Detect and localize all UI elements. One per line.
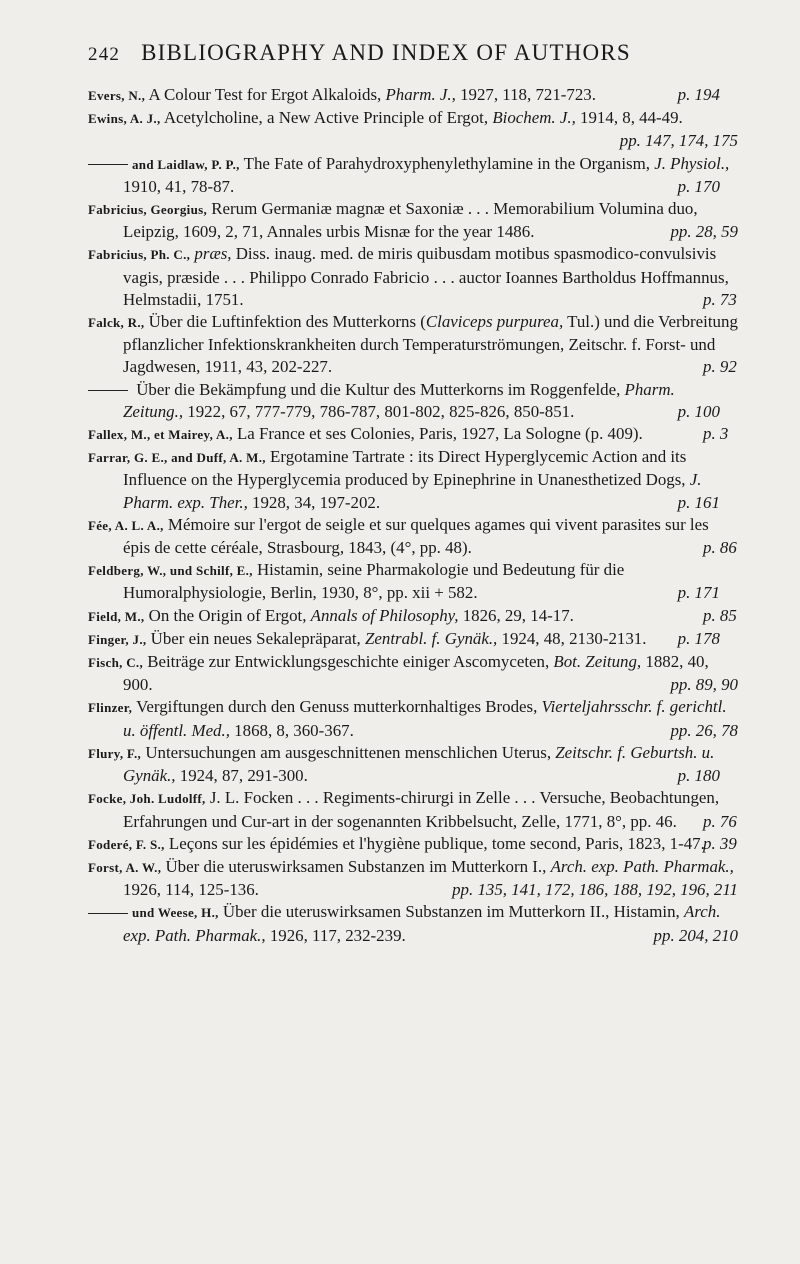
bibliography-entry (88, 446, 738, 514)
entry-author: Feldberg, W., und Schilf, E., (88, 563, 253, 579)
entry-details: 1882, 40, 900. (123, 652, 709, 695)
entry-details: 1910, 41, 78-87. (123, 176, 235, 196)
bibliography-entry (88, 651, 738, 696)
entry-page-refs: p. 161 (677, 492, 720, 512)
entry-page-refs: pp. 89, 90 (670, 675, 738, 695)
entry-page-refs: pp. 135, 141, 172, 186, 188, 192, 196, 211 (452, 880, 738, 900)
entry-journal: J. Pharm. exp. Ther., (123, 470, 702, 512)
entry-journal: Pharm. J., (385, 85, 456, 104)
entry-details: 1868, 8, 360-367. (229, 720, 354, 740)
bibliography-list (88, 84, 738, 947)
bibliography-entry (88, 901, 738, 946)
entry-details: Diss. inaug. med. de miris quibusdam motibus spasmodico-convulsivis vagis, præside . . . Philippo Conrado Fabricio . . . auctor Ioannes Bartholdus Hoffmannus, Helmstadii, 1751. (123, 244, 729, 309)
page-number: 242 (88, 44, 121, 65)
entry-page-refs: p. 178 (677, 628, 720, 648)
entry-author: Ewins, A. J., (88, 111, 161, 127)
entry-details: Tul.) und die Verbreitung pflanzlicher Infektionskrankheiten durch Temperaturströmungen, Zeitschr. f. Forst- und Jagdwesen, 1911, 43, 202-227. (123, 312, 738, 377)
entry-title: Untersuchungen am ausgeschnittenen menschlichen Uterus, (141, 742, 556, 762)
entry-page-refs: pp. 26, 78 (670, 720, 738, 740)
entry-journal: Arch. exp. Path. Pharmak., (550, 856, 734, 876)
entry-author: Flury, F., (88, 745, 142, 761)
bibliography-entry (88, 84, 738, 107)
entry-journal: Vierteljahrsschr. f. gerichtl. u. öffentl. Med., (123, 697, 727, 740)
bibliography-entry (88, 198, 738, 243)
entry-journal: Annals of Philosophy, (310, 605, 459, 625)
page-title: BIBLIOGRAPHY AND INDEX OF AUTHORS (141, 40, 631, 65)
bibliography-entry (88, 379, 738, 423)
entry-title: Vergiftungen durch den Genuss mutterkornhaltiges Brodes, (132, 697, 542, 717)
entry-page-refs: p. 171 (677, 583, 720, 603)
entry-page-refs: pp. 204, 210 (653, 925, 738, 945)
entry-title: Über die Luftinfektion des Mutterkorns ( (144, 312, 426, 332)
entry-title: Über die uteruswirksamen Substanzen im Mutterkorn I., (161, 856, 551, 876)
page-header (88, 40, 738, 66)
entry-title: Acetylcholine, a New Active Principle of Ergot, (160, 108, 493, 128)
bibliography-entry (88, 628, 738, 651)
entry-page-refs: p. 180 (677, 766, 720, 786)
entry-author: Fallex, M., et Mairey, A., (88, 427, 233, 443)
bibliography-entry (88, 856, 738, 901)
entry-author: Farrar, G. E., and Duff, A. M., (88, 450, 266, 466)
entry-journal: J. Physiol., (654, 153, 730, 173)
entry-title: Über die uteruswirksamen Substanzen im Mutterkorn II., Histamin, (218, 902, 685, 922)
entry-title: Ergotamine Tartrate : its Direct Hyperglycemic Action and its Influence on the Hyperglycemia produced by Epinephrine in Unanesthetized Dogs, (123, 447, 690, 490)
entry-author: Forst, A. W., (88, 859, 162, 875)
entry-title: Über ein neues Sekalepräparat, (146, 628, 365, 648)
entry-journal: Zeitschr. f. Geburtsh. u. Gynäk., (123, 742, 715, 786)
bibliography-entry: Field, M., On the Origin of Ergot, Annals of Philosophy, 1826, 29, 14-17. p. 85 (88, 605, 737, 625)
entry-author: Flinzer, (88, 700, 133, 716)
entry-author: Fabricius, Ph. C., (88, 247, 191, 263)
entry-page-refs: p. 194 (677, 85, 720, 104)
bibliography-entry: Fée, A. L. A., Mémoire sur l'ergot de seigle et sur quelques agames qui vivent parasites sur les épis de cette céréale, Strasbourg, 1843, (4°, pp. 48). p. 86 (88, 514, 737, 558)
entry-title: Rerum Germaniæ magnæ et Saxoniæ . . . Memorabilium Volumina duo, Leipzig, 1609, 2, 71, Annales urbis Misnæ for the year 1486. (123, 199, 698, 242)
entry-title: Mémoire sur l'ergot de seigle et sur quelques agames qui vivent parasites sur les épis de cette céréale, Strasbourg, 1843, (4°, pp. 48). (123, 514, 709, 558)
bibliography-entry: Fabricius, Ph. C., præs, Diss. inaug. med. de miris quibusdam motibus spasmodico-convulsivis vagis, præside . . . Philippo Conrado Fabricio . . . auctor Ioannes Bartholdus Hoffmannus, Helmstadii, 1751. p. 73 (88, 244, 737, 309)
entry-author: Fée, A. L. A., (88, 517, 164, 533)
entry-journal: Zentrabl. f. Gynäk., (364, 628, 498, 648)
entry-author: Focke, Joh. Ludolff, (88, 791, 206, 807)
entry-title: The Fate of Parahydroxyphenylethylamine in the Organism, (239, 153, 655, 173)
entry-title: Über die Bekämpfung und die Kultur des Mutterkorns im Roggenfelde, (132, 379, 625, 399)
entry-author: Finger, J., (88, 631, 147, 647)
entry-details: 1914, 8, 44-49. (575, 108, 683, 128)
entry-journal: Arch. exp. Path. Pharmak., (123, 902, 721, 945)
entry-title: La France et ses Colonies, Paris, 1927, La Sologne (p. 409). (232, 424, 643, 444)
entry-journal: Biochem. J., (492, 108, 576, 128)
entry-title: Beiträge zur Entwicklungsgeschichte einiger Ascomyceten, (143, 652, 554, 672)
ditto-dash (88, 390, 128, 391)
entry-title: Histamin, seine Pharmakologie und Bedeutung für die Humoralphysiologie, Berlin, 1930, 8°, pp. xii + 582. (123, 560, 625, 603)
entry-author: and Laidlaw, P. P., (132, 156, 240, 172)
entry-page-refs: pp. 28, 59 (670, 222, 738, 242)
entry-title: On the Origin of Ergot, (144, 605, 311, 625)
entry-journal: præs, (194, 244, 232, 264)
entry-author: Foderé, F. S., (88, 836, 165, 852)
entry-journal: Pharm. Zeitung., (123, 379, 675, 421)
bibliography-entry (88, 696, 738, 741)
entry-title: A Colour Test for Ergot Alkaloids, (145, 85, 386, 104)
entry-details: 1922, 67, 777-779, 786-787, 801-802, 825-826, 850-851. (183, 401, 575, 421)
entry-author: Field, M., (88, 608, 145, 624)
entry-details: 1927, 118, 721-723. (455, 85, 596, 104)
bibliography-entry: Foderé, F. S., Leçons sur les épidémies et l'hygiène publique, tome second, Paris, 1823, 1-47. p. 39 (88, 833, 737, 853)
entry-journal: Bot. Zeitung, (553, 652, 642, 672)
entry-author: und Weese, H., (132, 905, 219, 921)
ditto-dash (88, 913, 128, 914)
entry-journal: Claviceps purpurea, (425, 312, 564, 332)
entry-page-refs: pp. 147, 174, 175 (619, 131, 738, 151)
bibliography-entry (88, 107, 738, 152)
entry-details: 1926, 114, 125-136. (123, 880, 259, 900)
entry-author: Falck, R., (88, 315, 145, 331)
entry-title: J. L. Focken . . . Regiments-chirurgi in Zelle . . . Versuche, Beobachtungen, Erfahrungen und Cur-art in der sogenannten Kribbelsucht, Zelle, 1771, 8°, pp. 46. (123, 788, 720, 831)
entry-title: Leçons sur les épidémies et l'hygiène publique, tome second, Paris, 1823, 1-47. (164, 833, 705, 853)
bibliography-entry (88, 559, 738, 604)
ditto-dash (88, 164, 128, 165)
entry-page-refs: p. 100 (677, 401, 720, 421)
entry-details: 1926, 117, 232-239. (265, 925, 406, 945)
entry-details: 1924, 48, 2130-2131. (497, 628, 647, 648)
entry-page-refs: p. 170 (677, 176, 720, 196)
entry-author: Evers, N., (88, 88, 146, 103)
bibliography-entry (88, 742, 738, 787)
entry-author: Fabricius, Georgius, (88, 202, 208, 218)
bibliography-entry: Focke, Joh. Ludolff, J. L. Focken . . . Regiments-chirurgi in Zelle . . . Versuche, Beobachtungen, Erfahrungen und Cur-art in der sogenannten Kribbelsucht, Zelle, 1771, 8°, pp. 46. p. 76 (88, 788, 737, 831)
bibliography-entry: Fallex, M., et Mairey, A., La France et ses Colonies, Paris, 1927, La Sologne (p. 409). p. 3 (88, 424, 729, 444)
bibliography-entry: Falck, R., Über die Luftinfektion des Mutterkorns (Claviceps purpurea, Tul.) und die Verbreitung pflanzlicher Infektionskrankheiten durch Temperaturströmungen, Zeitschr. f. Forst- und Jagdwesen, 1911, 43, 202-227. p. 92 (88, 312, 738, 377)
entry-details: 1826, 29, 14-17. (458, 605, 574, 625)
entry-details: 1928, 34, 197-202. (247, 492, 381, 512)
entry-details: 1924, 87, 291-300. (175, 766, 308, 786)
entry-author: Fisch, C., (88, 655, 143, 671)
bibliography-entry (88, 153, 738, 198)
